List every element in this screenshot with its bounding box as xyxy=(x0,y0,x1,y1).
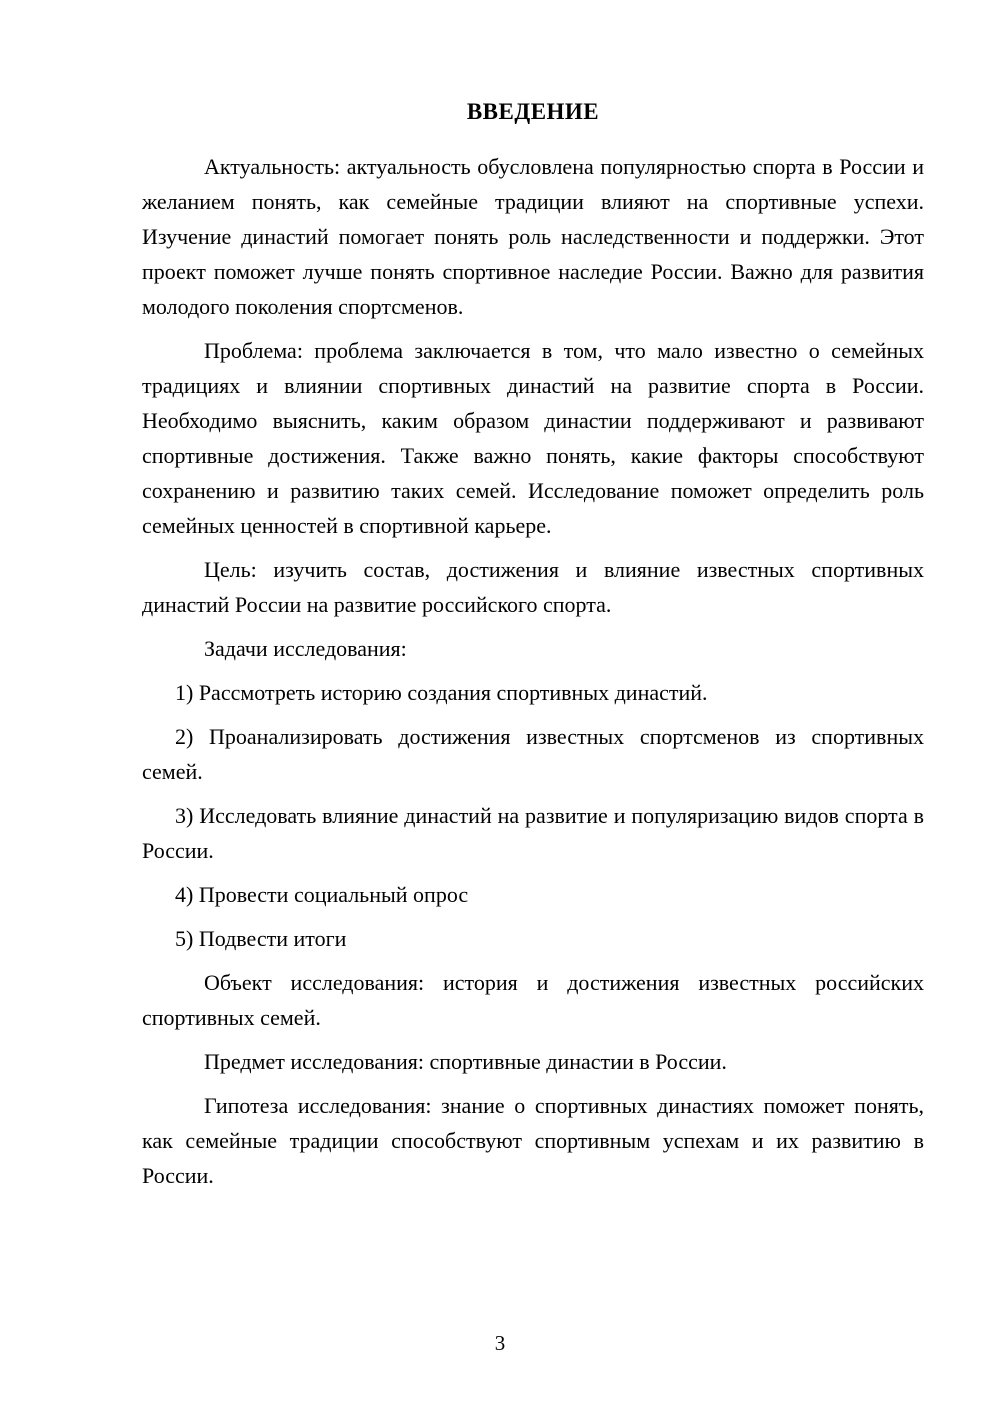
paragraph: Предмет исследования: спортивные династии в России. xyxy=(204,1049,727,1074)
list-item: 3) Исследовать влияние династий на развитие и популяризацию видов спорта в России. xyxy=(142,803,924,863)
list-item: 2) Проанализировать достижения известных спортсменов из спортивных семей. xyxy=(142,724,924,784)
paragraph: Задачи исследования: xyxy=(204,636,407,661)
list-item: 1) Рассмотреть историю создания спортивных династий. xyxy=(175,680,708,705)
list-item: 5) Подвести итоги xyxy=(175,926,347,951)
list-item: 4) Провести социальный опрос xyxy=(175,882,469,907)
paragraph: Проблема: проблема заключается в том, что мало известно о семейных традициях и влиянии спортивных династий на развитие спорта в России. Необходимо выяснить, каким образом династии поддерживают и развивают спортивные достижения. Также важно понять, какие факторы способствуют сохранению и развитию таких семей. Исследование поможет определить роль семейных ценностей в спортивной карьере. xyxy=(142,338,924,538)
paragraph: Гипотеза исследования: знание о спортивных династиях поможет понять, как семейные традиции способствуют спортивным успехам и их развитию в России. xyxy=(142,1093,924,1188)
paragraph: Актуальность: актуальность обусловлена популярностью спорта в России и желанием понять, как семейные традиции влияют на спортивные успехи. Изучение династий помогает понять роль наследственности и поддержки. Этот проект поможет лучше понять спортивное наследие России. Важно для развития молодого поколения спортсменов. xyxy=(142,154,924,319)
page-title: ВВЕДЕНИЕ xyxy=(466,99,600,124)
paragraph: Объект исследования: история и достижения известных российских спортивных семей. xyxy=(142,970,924,1030)
document-body xyxy=(142,149,924,1193)
page-number: 3 xyxy=(494,1331,506,1355)
paragraph: Цель: изучить состав, достижения и влияние известных спортивных династий России на развитие российского спорта. xyxy=(142,557,924,617)
